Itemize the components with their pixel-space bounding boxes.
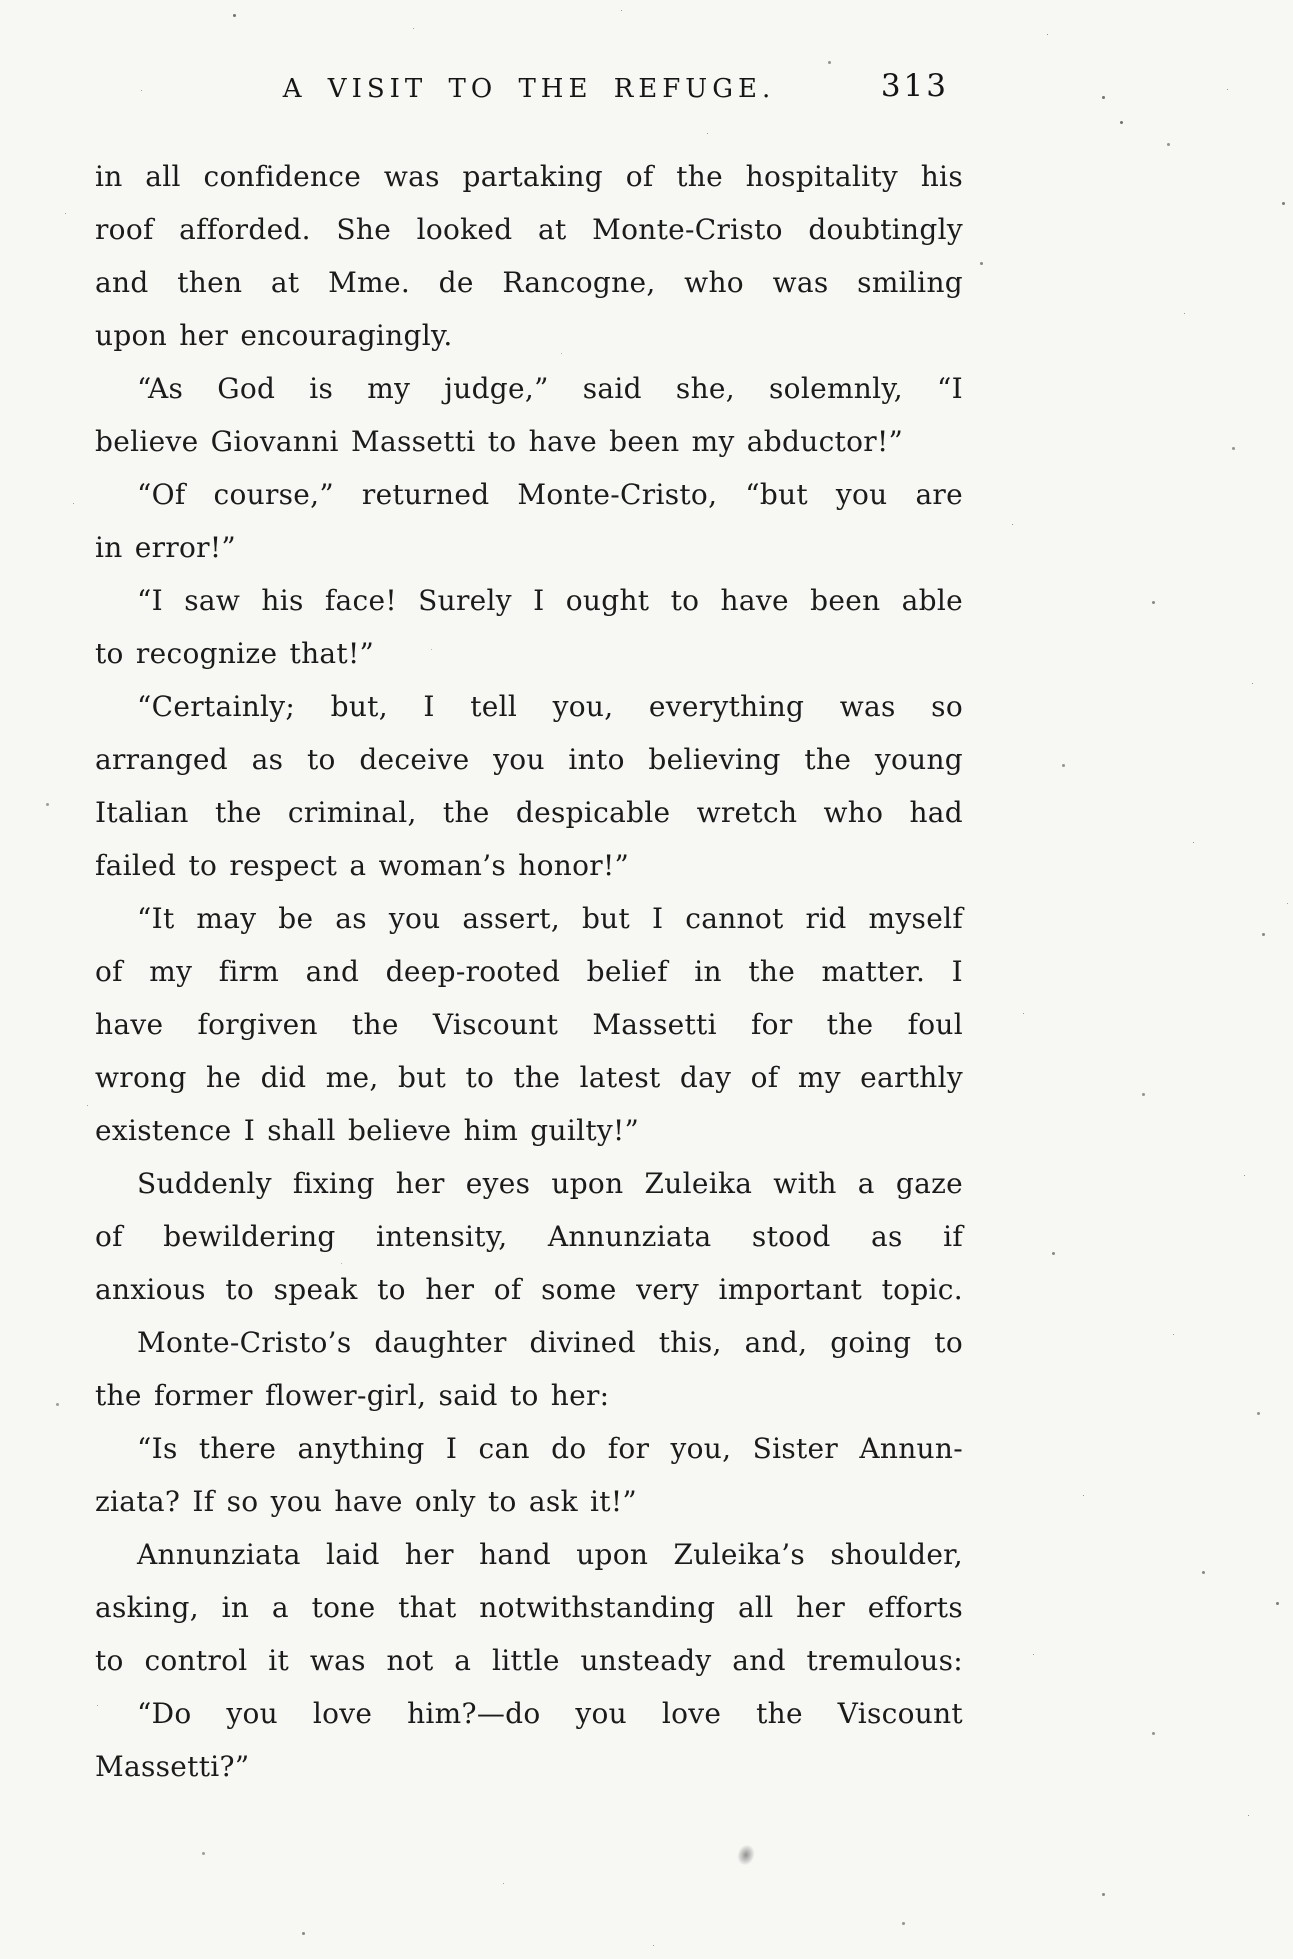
page-header: [95, 68, 963, 114]
paragraph: [95, 468, 963, 574]
text-line: “Do you love him?—do you love the Viscount: [137, 1697, 963, 1730]
text-line: “Of course,” returned Monte-Cristo, “but you are: [137, 478, 963, 511]
text-line: ziata? If so you have only to ask it!”: [95, 1485, 638, 1518]
text-line: to recognize that!”: [95, 637, 375, 670]
text-line: to control it was not a little unsteady and tremulous:: [95, 1644, 963, 1677]
page-number: 313: [880, 68, 949, 104]
paragraph: [95, 1422, 963, 1528]
text-line: “Certainly; but, I tell you, everything was so: [137, 690, 963, 723]
text-line: roof afforded. She looked at Monte-Cristo doubtingly: [95, 213, 963, 246]
paragraph: [95, 680, 963, 892]
text-line: Monte-Cristo’s daughter divined this, and, going to: [137, 1326, 963, 1359]
text-body: [95, 150, 963, 1793]
text-line: “As God is my judge,” said she, solemnly, “I: [137, 372, 963, 405]
text-line: “I saw his face! Surely I ought to have been able: [137, 584, 963, 617]
text-line: anxious to speak to her of some very important topic.: [95, 1273, 963, 1306]
text-line: existence I shall believe him guilty!”: [95, 1114, 640, 1147]
text-line: upon her encouragingly.: [95, 319, 453, 352]
paragraph: [95, 574, 963, 680]
text-line: arranged as to deceive you into believing the young: [95, 743, 963, 776]
paragraph: [95, 892, 963, 1157]
text-line: “Is there anything I can do for you, Sister Annun-: [137, 1432, 963, 1465]
paragraph: [95, 1157, 963, 1316]
running-head: A VISIT TO THE REFUGE.: [282, 74, 776, 104]
paragraph: [95, 362, 963, 468]
text-line: and then at Mme. de Rancogne, who was smiling: [95, 266, 963, 299]
paragraph: [95, 150, 963, 362]
text-line: Annunziata laid her hand upon Zuleika’s shoulder,: [137, 1538, 963, 1571]
text-line: failed to respect a woman’s honor!”: [95, 849, 630, 882]
text-line: the former flower-girl, said to her:: [95, 1379, 610, 1412]
text-line: Massetti?”: [95, 1750, 250, 1783]
text-line: Suddenly fixing her eyes upon Zuleika with a gaze: [137, 1167, 963, 1200]
text-line: wrong he did me, but to the latest day of my earthly: [95, 1061, 963, 1094]
text-line: of my firm and deep-rooted belief in the matter. I: [95, 955, 963, 988]
paragraph: [95, 1528, 963, 1687]
text-line: asking, in a tone that notwithstanding all her efforts: [95, 1591, 963, 1624]
text-line: “It may be as you assert, but I cannot rid myself: [137, 902, 963, 935]
paragraph: [95, 1687, 963, 1793]
text-line: have forgiven the Viscount Massetti for the foul: [95, 1008, 963, 1041]
text-line: Italian the criminal, the despicable wretch who had: [95, 796, 963, 829]
ink-smudge: [735, 1843, 757, 1867]
text-line: in all confidence was partaking of the hospitality his: [95, 160, 963, 193]
text-line: believe Giovanni Massetti to have been my abductor!”: [95, 425, 904, 458]
scan-noise: [0, 0, 3, 3]
text-line: in error!”: [95, 531, 237, 564]
paragraph: [95, 1316, 963, 1422]
text-line: of bewildering intensity, Annunziata stood as if: [95, 1220, 963, 1253]
